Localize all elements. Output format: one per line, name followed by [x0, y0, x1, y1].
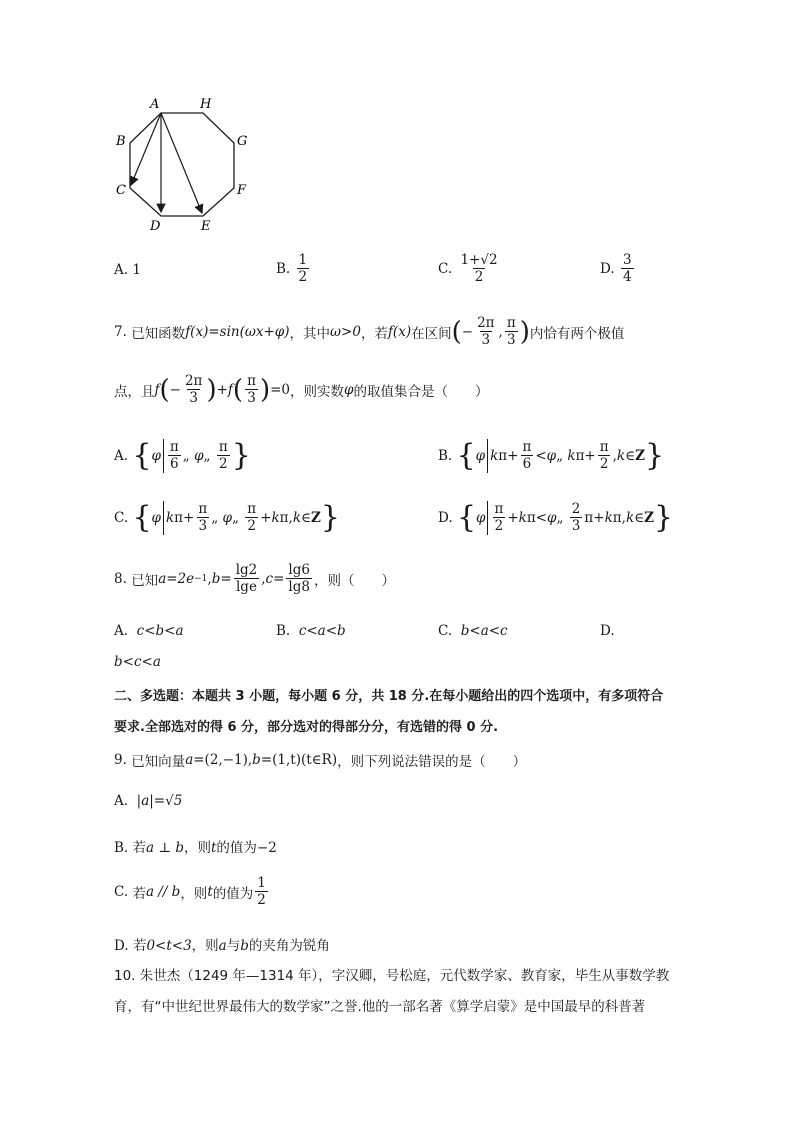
- q8-option-a: A. c<b<a: [114, 623, 184, 639]
- vector-ac: [131, 113, 161, 185]
- q7-stem-line2: 点，且 f ( − $\frac{2\pi}{3}$ ) + f ( $\frac{\pi}{3}$ ) =0 ，则实数 φ 的取值集合是（ ）: [114, 373, 489, 407]
- vertex-c: C: [116, 183, 126, 198]
- q8-option-d-label: D.: [600, 623, 615, 639]
- q7-option-b: B. { φ k π+ $\frac{\pi}{6}$ < φ „ k π+ $\frac{\pi}{2}$ , k ∈ Z }: [438, 438, 665, 473]
- q10-stem-line1: 10. 朱世杰（1249 年—1314 年），字汉卿，号松庭，元代数学家、教育家，毕生从事数学教: [114, 968, 670, 984]
- octagon-figure: [110, 92, 260, 237]
- section2-instructions-line1: 二、多选题：本题共 3 小题，每小题 6 分，共 18 分.在每小题给出的四个选项中，有多项符合: [114, 689, 664, 704]
- q9-option-b: B. 若a ⊥ b，则t的值为−2: [114, 840, 277, 856]
- q9-option-a: A. |a|=√5: [114, 793, 183, 809]
- vertex-d: D: [150, 219, 161, 234]
- q10-stem-line2: 育，有“中世纪世界最伟大的数学家”之誉.他的一部名著《算学启蒙》是中国最早的科普著: [114, 999, 646, 1015]
- q8-option-d-value: b<c<a: [114, 654, 161, 670]
- q6-option-a: A. 1: [114, 262, 141, 278]
- vertex-g: G: [237, 134, 248, 149]
- q7-option-a: A. { φ $\frac{\pi}{6}$ „ φ „ $\frac{\pi}{2}$ }: [114, 438, 251, 473]
- q8-option-b: B. c<a<b: [276, 623, 346, 639]
- vertex-b: B: [116, 134, 126, 149]
- vertex-e: E: [201, 219, 211, 234]
- q9-stem: 9. 已知向量 a =(2,−1), b =(1,t)(t∈R) ，则下列说法错误的是（ ）: [114, 752, 527, 770]
- q8-stem: 8. 已知 a=2e −1 , b = $\frac{\lg 2}{\lg e}$ , c = $\frac{\lg 6}{\lg 8}$ ，则（ ）: [114, 562, 395, 596]
- q6-option-b: B. $\frac{1}{2}$: [276, 252, 308, 286]
- q6-option-c: C. $\frac{1+√2}{2}$: [438, 252, 498, 286]
- vector-ae: [161, 113, 202, 213]
- q7-option-d: D. { φ $\frac{\pi}{2}$ + k π< φ „ $\frac{2}{3}$ π+ k π, k ∈ Z }: [438, 500, 674, 535]
- q8-option-c: C. b<a<c: [438, 623, 508, 639]
- section2-instructions-line2: 要求.全部选对的得 6 分，部分选对的得部分分，有选错的得 0 分.: [114, 720, 499, 735]
- q7-option-c: C. { φ k π+ $\frac{\pi}{3}$ „ φ „ $\frac{\pi}{2}$ + k π, k ∈ Z }: [114, 500, 340, 535]
- q9-option-c: C. 若 a // b ，则 t 的值为 $\frac{1}{2}$: [114, 875, 266, 909]
- q9-option-d: D. 若0<t<3，则a与b的夹角为锐角: [114, 938, 330, 954]
- q7-stem-line1: 7. 已知函数 f(x)=sin(ωx+φ) ，其中 ω>0 ，若 f(x) 在区间 ( − $\frac{2\pi}{3}$ , $\frac{\pi}{3}$ ) 内恰有两个极值: [114, 315, 625, 349]
- q6-option-d: D. $\frac{3}{4}$: [600, 252, 632, 286]
- vertex-a: A: [150, 97, 160, 112]
- vertex-f: F: [237, 183, 247, 198]
- vertex-h: H: [200, 97, 212, 112]
